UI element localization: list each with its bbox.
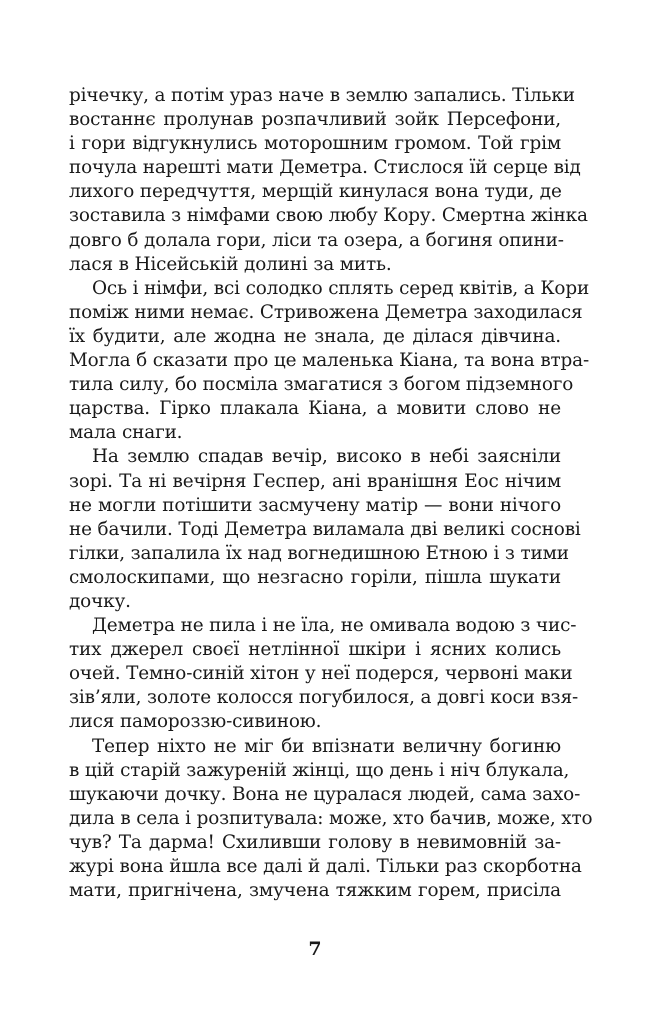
text-line: лася в Нісейській долині за мить. — [69, 253, 392, 275]
text-line: поміж ними немає. Стривожена Деметра заходилася — [69, 301, 583, 323]
text-line: лихого передчуття, мерщій кинулася вона туди, де — [69, 181, 562, 203]
text-line: тила силу, бо посміла змагатися з богом підземного — [69, 374, 574, 396]
text-line: в цій старій зажуреній жінці, що день і ніч блукала, — [69, 759, 570, 781]
text-line: востаннє пролунав розпачливий зойк Персефони, — [69, 109, 561, 131]
text-line: річечку, а потім ураз наче в землю запались. Тільки — [69, 85, 575, 106]
text-line: мати, пригнічена, змучена тяжким горем, присіла — [69, 880, 561, 902]
text-line: шукаючи дочку. Вона не цуралася людей, сама захо- — [69, 783, 581, 805]
text-line: не бачили. Тоді Деметра виламала дві великі соснові — [69, 518, 581, 540]
text-line: дила в села і розпитувала: може, хто бачив, може, хто — [69, 807, 593, 829]
text-line: не могли потішити засмучену матір — вони нічого — [69, 494, 561, 516]
text-line: Деметра не пила і не їла, не омивала водою з чис- — [92, 615, 577, 637]
text-line: Тепер ніхто не міг би впізнати величну богиню — [92, 735, 561, 757]
text-line: дочку. — [69, 590, 131, 612]
text-line: зів’яли, золоте колосся погубилося, а довгі коси взя- — [69, 687, 579, 709]
text-line: На землю спадав вечір, високо в небі заясніли — [92, 446, 561, 468]
text-line: зорі. Та ні вечірня Геспер, ані вранішня Еос нічим — [69, 470, 561, 492]
text-line: зоставила з німфами свою любу Кору. Смертна жінка — [69, 205, 588, 227]
text-line: Могла б сказати про це маленька Кіана, та вона втра- — [69, 350, 590, 372]
text-line: тих джерел своєї нетлінної шкіри і ясних колись — [69, 639, 561, 661]
text-line: почула нарешті мати Деметра. Стислося їй серце від — [69, 157, 581, 179]
text-line: і гори відгукнулись моторошним громом. Той грім — [69, 133, 561, 155]
text-line: їх будити, але жодна не знала, де ділася дівчина. — [69, 325, 561, 347]
text-line: смолоскипами, що незгасно горіли, пішла шукати — [69, 566, 561, 588]
text-line: Ось і німфи, всі солодко сплять серед квітів, а Кори — [92, 277, 590, 299]
text-line: гілки, запалила їх над вогнедишною Етною і з тими — [69, 542, 569, 564]
text-line: мала снаги. — [69, 422, 183, 444]
body-text — [69, 84, 593, 903]
text-line: чув? Та дарма! Схиливши голову в невимовній за- — [69, 831, 561, 853]
page-number: 7 — [308, 938, 322, 960]
text-line: очей. Темно-синій хітон у неї подерся, червоні маки — [69, 663, 573, 685]
text-line: лися памороззю-сивиною. — [69, 711, 322, 733]
text-line: царства. Гірко плакала Кіана, а мовити слово не — [69, 398, 561, 420]
text-line: довго б долала гори, ліси та озера, а богиня опини- — [69, 229, 564, 251]
text-line: журі вона йшла все далі й далі. Тільки раз скорботна — [69, 856, 582, 877]
